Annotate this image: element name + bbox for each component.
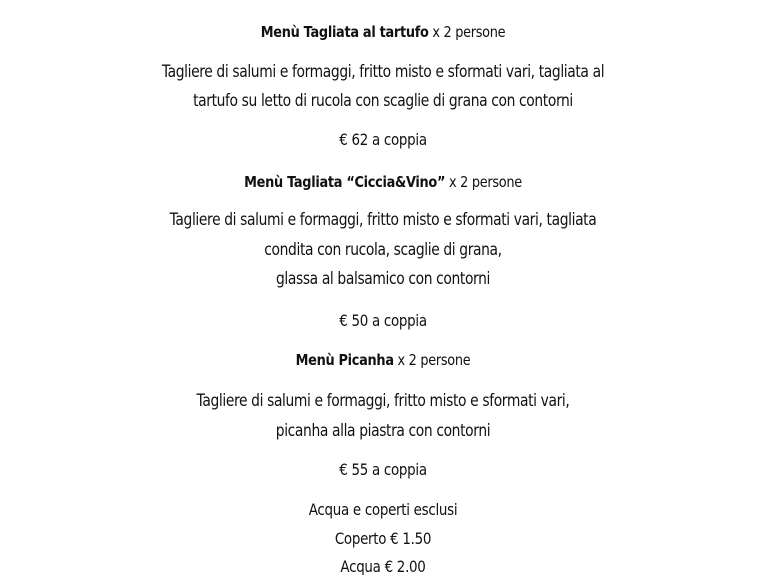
- menu-3-heading: [54, 350, 713, 370]
- menu-3-people: x 2 persone: [393, 351, 471, 369]
- menu-1-price: € 62 a coppia: [339, 130, 427, 149]
- footer-cover-charge: Coperto € 1.50: [334, 529, 432, 548]
- menu-2-price: € 50 a coppia: [339, 311, 427, 330]
- menu-2-description-line-1: Tagliere di salumi e formaggi, fritto misto e sformati vari, tagliata: [169, 210, 597, 229]
- menu-2-name: Menù Tagliata “Ciccia&Vino”: [244, 173, 446, 191]
- menu-2-description-line-2: condita con rucola, scaglie di grana,: [264, 240, 502, 259]
- menu-3-description-line-2: picanha alla piastra con contorni: [275, 421, 491, 440]
- menu-1-heading: [54, 22, 713, 42]
- cropped-text-fragment: [60, 0, 160, 2]
- menu-3-description-line-1: Tagliere di salumi e formaggi, fritto misto e sformati vari,: [196, 391, 570, 410]
- menu-1-description-line-2: tartufo su letto di rucola con scaglie di grana con contorni: [193, 91, 573, 110]
- menu-2-heading: [54, 172, 713, 192]
- menu-2-description-line-3: glassa al balsamico con contorni: [275, 269, 491, 288]
- menu-2-people: x 2 persone: [445, 173, 522, 191]
- menu-3-price: € 55 a coppia: [339, 460, 427, 479]
- menu-1-description-line-1: Tagliere di salumi e formaggi, fritto misto e sformati vari, tagliata al: [161, 62, 605, 81]
- footer-water-price: Acqua € 2.00: [340, 557, 426, 575]
- menu-1-people: x 2 persone: [428, 23, 506, 41]
- menu-3-name: Menù Picanha: [295, 351, 394, 369]
- footer-exclusions: Acqua e coperti esclusi: [308, 500, 458, 519]
- menu-1-name: Menù Tagliata al tartufo: [260, 23, 429, 41]
